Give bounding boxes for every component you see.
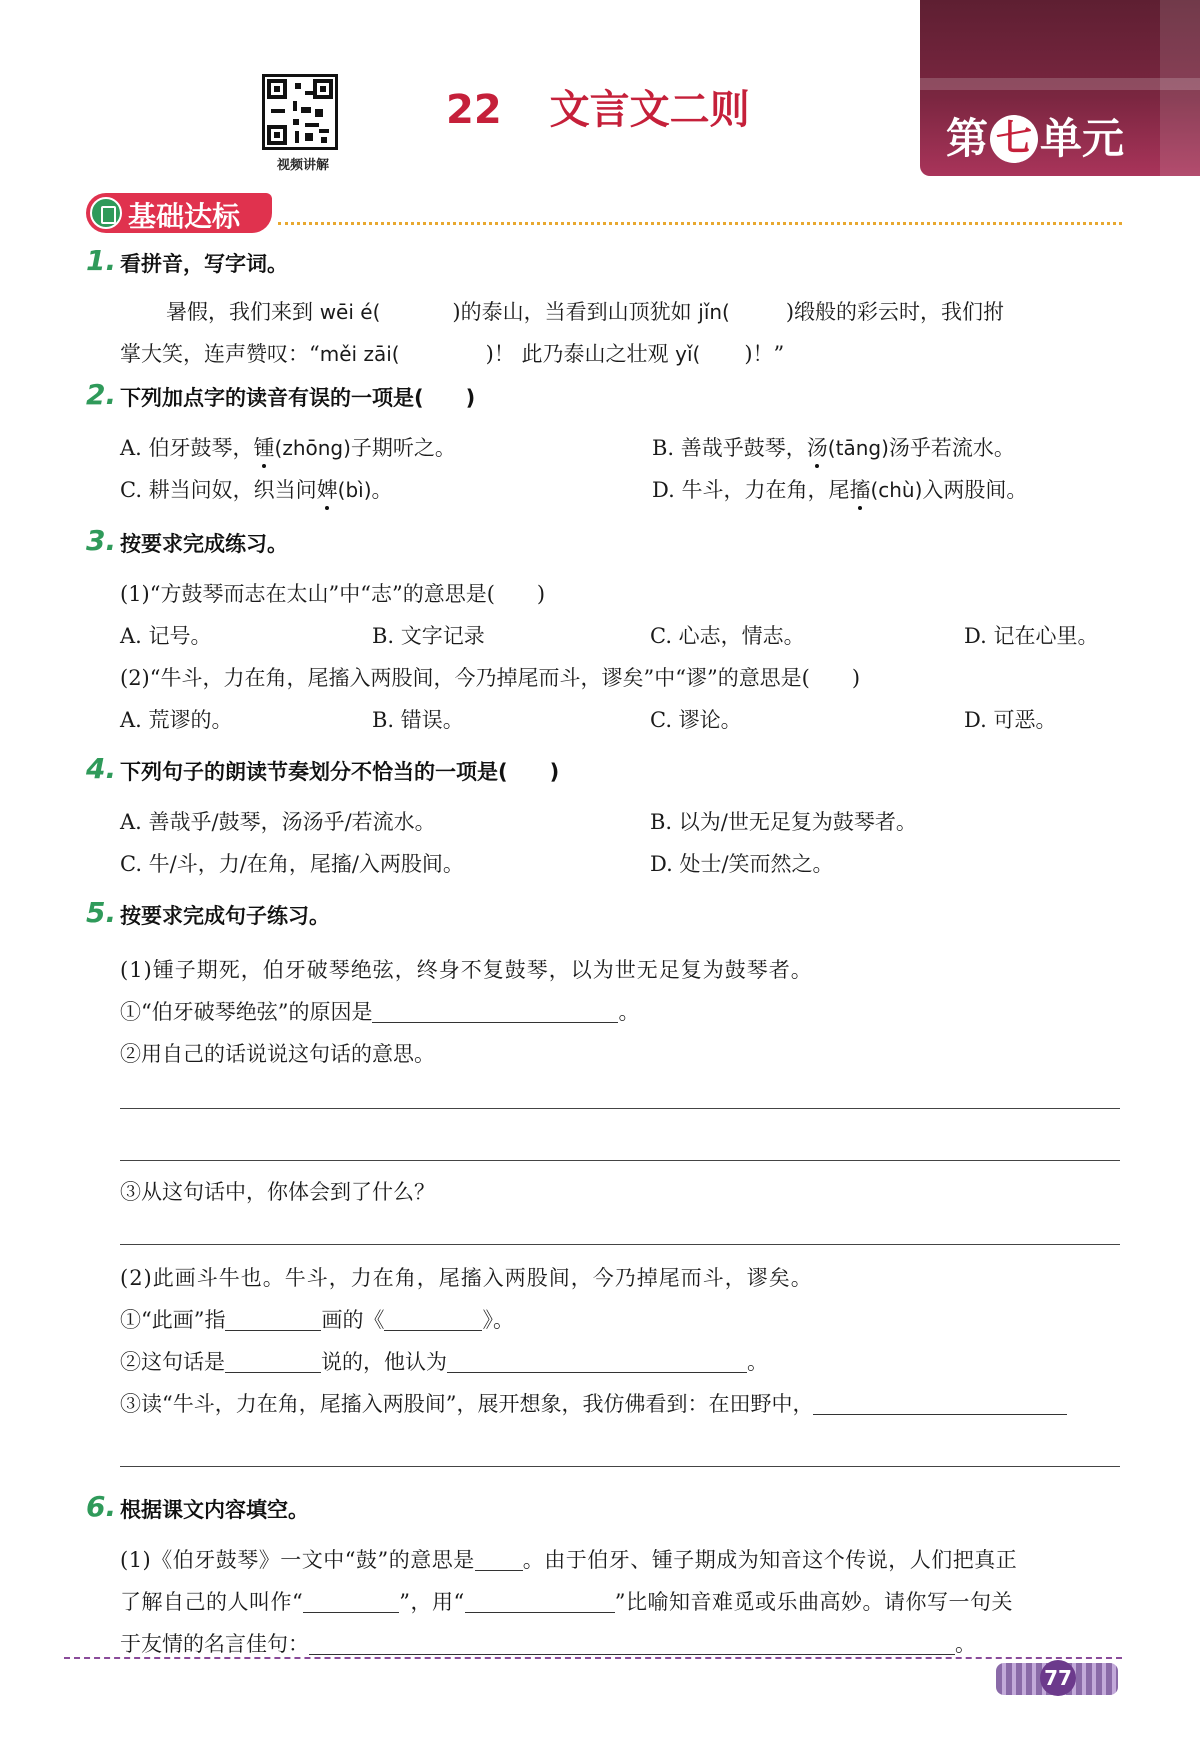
answer-blank[interactable]: [475, 1549, 523, 1571]
q3-sub2-option-a[interactable]: A. 荒谬的。: [120, 708, 233, 732]
answer-blank[interactable]: [384, 1309, 482, 1331]
q6-line-1: (1)《伯牙鼓琴》一文中“鼓”的意思是 。由于伯牙、锺子期成为知音这个传说，人们把真正: [120, 1548, 1018, 1572]
q4-option-a[interactable]: A. 善哉乎/鼓琴，汤汤乎/若流水。: [120, 810, 436, 834]
q3-sub2-option-c[interactable]: C. 谬论。: [650, 708, 742, 732]
question-number: 4.: [86, 752, 117, 785]
answer-line[interactable]: [120, 1160, 1120, 1161]
question-heading: 按要求完成练习。: [120, 532, 288, 556]
answer-line[interactable]: [120, 1108, 1120, 1109]
q5-p2-question-1: ①“此画”指 画的《 》。: [120, 1308, 514, 1332]
q5-p1-question-1: ①“伯牙破琴绝弦”的原因是 。: [120, 1000, 640, 1024]
q4-option-b[interactable]: B. 以为/世无足复为鼓琴者。: [650, 810, 917, 834]
lesson-title: [446, 78, 750, 135]
q6-line-2: 了解自己的人叫作“ ”，用“ ”比喻知音难觅或乐曲高妙。请你写一句关: [120, 1590, 1013, 1614]
q3-sub1-option-c[interactable]: C. 心志，情志。: [650, 624, 805, 648]
q5-p2-question-2: ②这句话是 说的，他认为 。: [120, 1350, 768, 1374]
unit-number-badge: 七: [990, 115, 1038, 163]
answer-blank[interactable]: [372, 1001, 618, 1023]
q5-p1-question-2: ②用自己的话说说这句话的意思。: [120, 1042, 435, 1066]
q5-p1-question-3: ③从这句话中，你体会到了什么？: [120, 1180, 435, 1204]
section-label: 基础达标: [128, 200, 241, 233]
q2-option-c[interactable]: C. 耕当问奴，织当问婢(bì)。: [120, 474, 393, 504]
answer-blank[interactable]: [309, 1633, 955, 1655]
q3-sub1-option-d[interactable]: D. 记在心里。: [964, 624, 1099, 648]
pinyin: měi zāi(: [319, 342, 400, 366]
question-number: 5.: [86, 896, 117, 929]
answer-line[interactable]: [120, 1244, 1120, 1245]
q5-p2-question-3: ③读“牛斗，力在角，尾搐入两股间”，展开想象，我仿佛看到：在田野中，: [120, 1388, 1067, 1418]
answer-blank[interactable]: [447, 1351, 747, 1373]
question-number: 3.: [86, 524, 117, 557]
q2-option-b[interactable]: B. 善哉乎鼓琴，汤(tāng)汤乎若流水。: [652, 432, 1015, 462]
lesson-number: 22: [446, 87, 502, 133]
q4-option-c[interactable]: C. 牛/斗，力/在角，尾搐/入两股间。: [120, 852, 464, 876]
document-icon: [90, 197, 122, 229]
pinyin: jǐn(: [698, 300, 730, 324]
qr-code[interactable]: [262, 74, 338, 150]
q3-sub1-option-b[interactable]: B. 文字记录: [372, 624, 485, 648]
question-number: 2.: [86, 378, 117, 411]
answer-line[interactable]: [120, 1466, 1120, 1467]
q3-sub1-option-a[interactable]: A. 记号。: [120, 624, 212, 648]
page-number: 77: [1040, 1660, 1076, 1696]
section-divider: [278, 222, 1122, 225]
answer-blank[interactable]: [465, 1591, 615, 1613]
q5-passage-2: (2)此画斗牛也。牛斗，力在角，尾搐入两股间，今乃掉尾而斗，谬矣。: [120, 1266, 813, 1290]
question-heading: 按要求完成句子练习。: [120, 904, 330, 928]
qr-finder-icon: [267, 79, 287, 99]
unit-prefix: 第: [946, 114, 989, 163]
answer-blank[interactable]: [225, 1309, 321, 1331]
q5-passage-1: (1)锺子期死，伯牙破琴绝弦，终身不复鼓琴，以为世无足复为鼓琴者。: [120, 958, 813, 982]
answer-blank[interactable]: [813, 1393, 1067, 1415]
q2-option-a[interactable]: A. 伯牙鼓琴，锺(zhōng)子期听之。: [120, 432, 456, 462]
q3-sub2-option-b[interactable]: B. 错误。: [372, 708, 464, 732]
qr-finder-icon: [267, 125, 287, 145]
question-heading: 下列加点字的读音有误的一项是( ): [120, 386, 476, 410]
qr-caption: 视频讲解: [276, 158, 329, 173]
question-heading: 看拼音，写字词。: [120, 252, 288, 276]
pinyin: wēi é(: [319, 300, 381, 324]
footer-divider: [64, 1657, 1122, 1659]
q1-line-1: 暑假，我们来到 wēi é( )的泰山，当看到山顶犹如 jǐn( )缎般的彩云时，我们拊: [166, 300, 1005, 324]
unit-label: [946, 106, 1124, 166]
q4-option-d[interactable]: D. 处士/笑而然之。: [650, 852, 834, 876]
q2-option-d[interactable]: D. 牛斗，力在角，尾搐(chù)入两股间。: [652, 474, 1027, 504]
question-number: 6.: [86, 1490, 117, 1523]
q3-sub2-option-d[interactable]: D. 可恶。: [964, 708, 1057, 732]
qr-finder-icon: [313, 79, 333, 99]
unit-suffix: 单元: [1040, 114, 1125, 163]
pinyin: yǐ(: [675, 342, 701, 366]
q6-line-3: 于友情的名言佳句： 。: [120, 1632, 976, 1656]
question-heading: 下列句子的朗读节奏划分不恰当的一项是( ): [120, 760, 560, 784]
q3-sub-2: (2)“牛斗，力在角，尾搐入两股间，今乃掉尾而斗，谬矣”中“谬”的意思是( ): [120, 666, 861, 690]
lesson-title-text: 文言文二则: [549, 87, 750, 133]
answer-blank[interactable]: [225, 1351, 321, 1373]
question-heading: 根据课文内容填空。: [120, 1498, 309, 1522]
question-number: 1.: [86, 244, 117, 277]
q1-line-2: 掌大笑，连声赞叹：“měi zāi( )！ 此乃泰山之壮观 yǐ( )！”: [120, 342, 785, 366]
answer-blank[interactable]: [303, 1591, 399, 1613]
q3-sub-1: (1)“方鼓琴而志在太山”中“志”的意思是( ): [120, 582, 546, 606]
